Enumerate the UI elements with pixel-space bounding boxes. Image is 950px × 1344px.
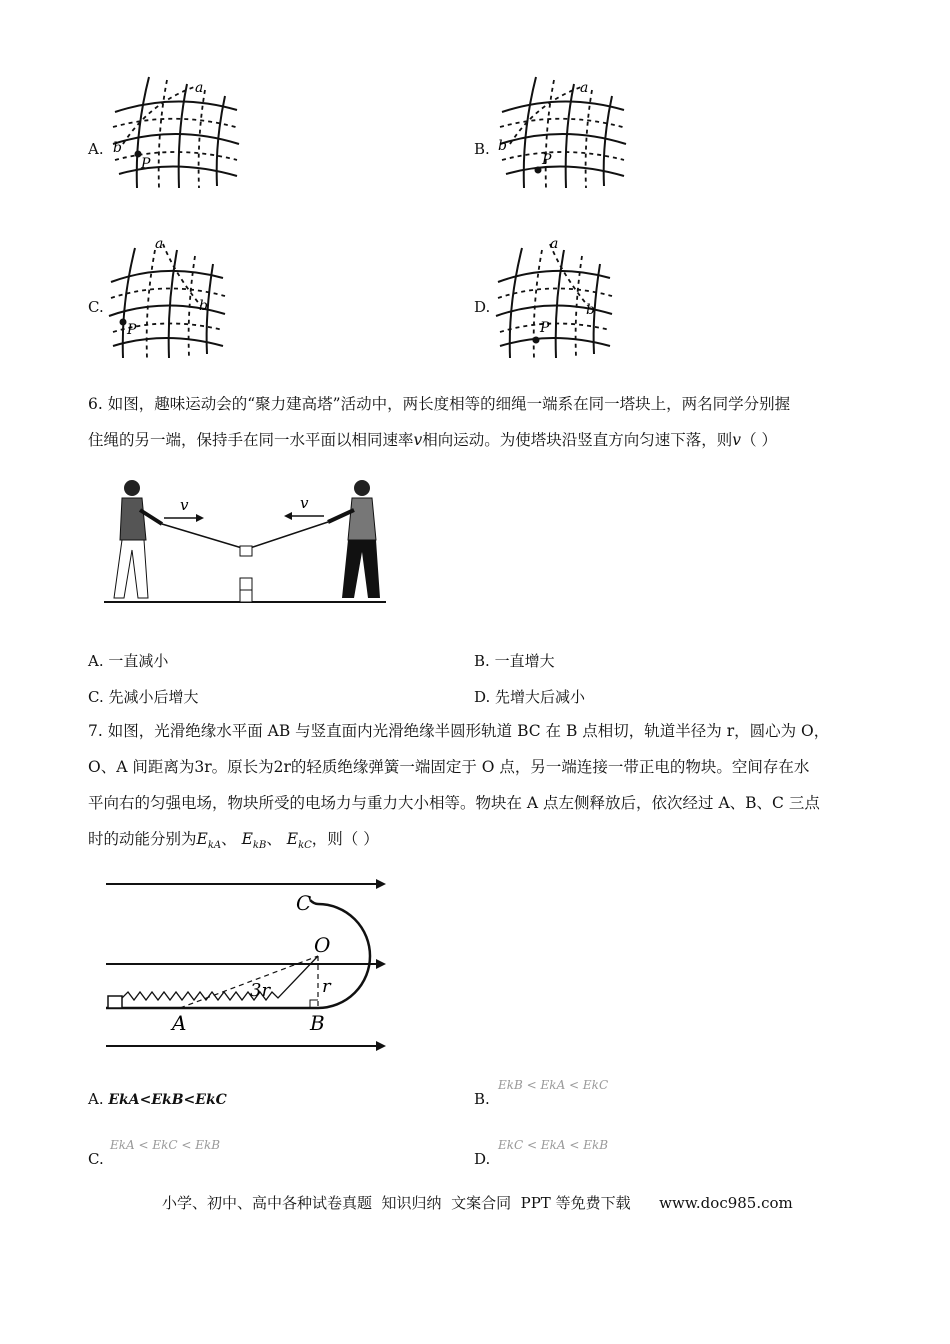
page-footer: 小学、初中、高中各种试卷真题 知识归纳 文案合同 PPT 等免费下载 www.doc985.com — [162, 1194, 793, 1212]
q5-d-label-a: a — [550, 236, 559, 252]
q6-tug-figure — [100, 470, 390, 610]
q5-option-c-label: C. — [88, 298, 104, 316]
q7-fig-label-r: r — [322, 976, 331, 997]
q7-option-d-label: D. — [474, 1150, 491, 1168]
q6-option-c: C. 先减小后增大 — [88, 688, 199, 706]
q5-c-label-p: P — [127, 322, 137, 338]
q5-b-label-a: a — [580, 80, 589, 96]
q7-option-d-text: EkC < EkA < EkB — [498, 1138, 609, 1152]
q5-a-label-a: a — [195, 80, 204, 96]
q7-line1: 7. 如图，光滑绝缘水平面 AB 与竖直面内光滑绝缘半圆形轨道 BC 在 B 点相切，轨道半径为 r，圆心为 O， — [88, 722, 830, 740]
q6-option-d: D. 先增大后减小 — [474, 688, 586, 706]
q6-option-a: A. 一直减小 — [88, 652, 169, 670]
q5-option-d-label: D. — [474, 298, 491, 316]
q7-option-b-text: EkB < EkA < EkC — [498, 1078, 609, 1092]
q6-fig-v-right: v — [300, 494, 309, 512]
q7-fig-label-b: B — [310, 1011, 325, 1035]
q7-option-c-text: EkA < EkC < EkB — [110, 1138, 221, 1152]
q5-option-b-label: B. — [474, 140, 490, 158]
q7-line4: 时的动能分别为$E_{kA}$、 $E_{kB}$、 $E_{kC}$，则（ ） — [88, 830, 379, 851]
q6-fig-v-left: v — [180, 496, 189, 514]
q7-track-figure — [100, 870, 390, 1060]
q7-fig-label-o: O — [314, 933, 331, 957]
q5-b-label-b: b — [498, 138, 507, 154]
q5-option-a-label: A. — [88, 140, 104, 158]
q7-option-b-label: B. — [474, 1090, 490, 1108]
q5-d-label-b: b — [586, 302, 595, 318]
question-6-stem — [88, 386, 868, 458]
q7-fig-label-3r: 3r — [250, 980, 271, 1001]
q6-line1: 6. 如图，趣味运动会的“聚力建高塔”活动中，两长度相等的细绳一端系在同一塔块上，两名同学分别握 — [88, 395, 791, 413]
q7-fig-label-a: A — [172, 1011, 187, 1035]
q5-c-label-b: b — [199, 298, 208, 314]
question-7-stem — [88, 713, 868, 864]
q5-option-b-figure — [492, 72, 632, 192]
q7-option-a: A. EkA<EkB<EkC — [88, 1090, 227, 1108]
q5-option-d-figure — [492, 234, 622, 362]
q7-line2: O、A 间距离为3r。原长为2r的轻质绝缘弹簧一端固定于 O 点，另一端连接一带正电的物块。空间存在水 — [88, 758, 810, 776]
q5-c-label-a: a — [155, 236, 164, 252]
q7-option-c-label: C. — [88, 1150, 104, 1168]
q5-a-label-p: P — [141, 156, 151, 172]
q6-option-b: B. 一直增大 — [474, 652, 555, 670]
q5-d-label-p: P — [540, 320, 550, 336]
q5-option-c-figure — [105, 234, 235, 362]
q7-fig-label-c: C — [296, 891, 312, 915]
q6-line2: 住绳的另一端，保持手在同一水平面以相同速率v相向运动。为使塔块沿竖直方向匀速下落，则v（ ） — [88, 431, 777, 449]
q5-a-label-b: b — [113, 140, 122, 156]
q5-option-a-figure — [105, 72, 245, 192]
q7-line3: 平向右的匀强电场，物块所受的电场力与重力大小相等。物块在 A 点左侧释放后，依次经过 A、B、C 三点 — [88, 794, 820, 812]
q5-b-label-p: P — [542, 152, 552, 168]
